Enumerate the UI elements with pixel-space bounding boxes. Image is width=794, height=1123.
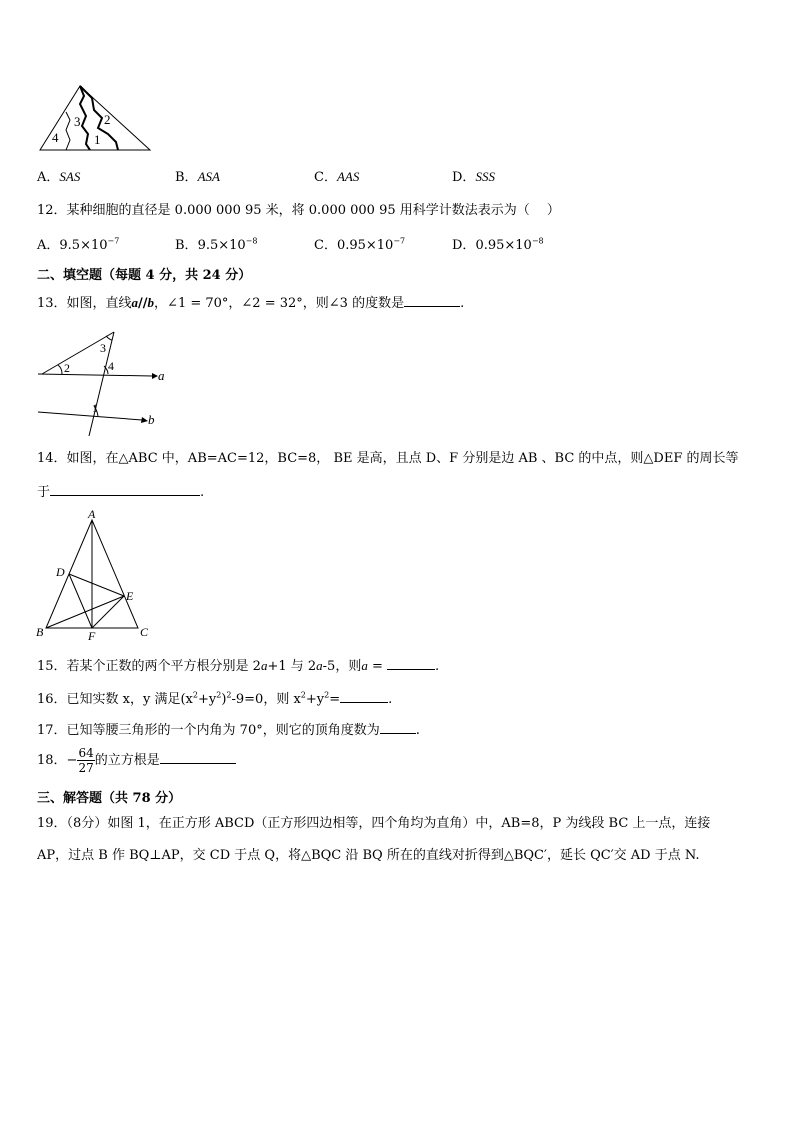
- q11-label-2: 2: [104, 112, 111, 127]
- q12-option-d: [452, 234, 544, 253]
- option-label: B．: [175, 238, 198, 253]
- q12-question: 12．某种细胞的直径是 0.000 000 95 米，将 0.000 000 95 用科学计数法表示为（ ）: [37, 203, 560, 218]
- q16-mid4: +y: [305, 692, 325, 707]
- q18-question: [37, 746, 236, 775]
- q12-option-b: [175, 234, 257, 253]
- q16-mid3: -9=0，则 x: [231, 692, 301, 707]
- q13-label-1: 1: [92, 401, 98, 415]
- q16-mid1: +y: [197, 692, 217, 707]
- q15-var-a: a: [316, 658, 323, 673]
- option-label: A．: [37, 170, 60, 185]
- q16-answer-blank[interactable]: [340, 702, 388, 703]
- q11-option-a: [37, 166, 80, 185]
- q12-option-a: [37, 234, 119, 253]
- q13-line-b: b: [147, 295, 155, 310]
- option-text: SAS: [59, 169, 81, 184]
- option-mantissa: 0.95×10: [475, 238, 532, 253]
- q16-end: .: [388, 692, 393, 707]
- q15-mid1: +1 与 2: [267, 659, 317, 674]
- option-exponent: −8: [531, 236, 544, 246]
- q18-numerator: 64: [78, 746, 94, 760]
- q11-option-c: [314, 166, 359, 185]
- q13-line-a: a: [131, 295, 139, 310]
- q15-prefix: 15．若某个正数的两个平方根分别是 2: [37, 659, 261, 674]
- q13-arrow-b: [141, 417, 148, 423]
- q13-line-b: [38, 412, 142, 420]
- q16-sup: 2: [226, 690, 232, 700]
- q14-answer-blank[interactable]: [50, 495, 200, 496]
- option-mantissa: 0.95×10: [336, 238, 394, 253]
- q14-question-line2: [37, 481, 204, 500]
- q13-line-a: [38, 374, 152, 376]
- q14-question-line1: 14．如图，在△ABC 中，AB=AC=12，BC=8， BE 是高，且点 D、F 分别是边 AB 、BC 的中点，则△DEF 的周长等: [37, 451, 739, 466]
- q16-mid5: =: [329, 692, 341, 707]
- option-text: SSS: [475, 169, 495, 184]
- q11-label-3: 3: [74, 114, 81, 129]
- q16-mid2: ): [221, 692, 227, 707]
- q15-equals: =: [367, 659, 387, 674]
- q18-suffix: 的立方根是: [94, 753, 160, 768]
- q13-angles: ，∠1 = 70°，∠2 = 32°，则∠3 的度数是: [154, 296, 405, 311]
- q15-answer-blank[interactable]: [387, 669, 435, 670]
- q13-parallel: //: [138, 296, 148, 311]
- q13-prefix: 13．如图，直线: [37, 296, 132, 311]
- q13-parallel-lines-figure: [34, 326, 174, 438]
- option-text: ASA: [197, 169, 220, 184]
- q14-label-a: A: [88, 508, 96, 521]
- option-label: A．: [37, 238, 60, 253]
- q18-denominator: 27: [78, 761, 94, 775]
- q18-fraction: [77, 746, 94, 775]
- q13-arc-2: [58, 365, 62, 374]
- q14-label-c: C: [140, 625, 149, 639]
- option-exponent: −7: [107, 236, 120, 246]
- q14-triangle-figure: [34, 508, 158, 642]
- option-exponent: −7: [393, 236, 406, 246]
- q16-sup: 2: [216, 690, 222, 700]
- q13-label-a: a: [158, 368, 165, 383]
- option-mantissa: 9.5×10: [59, 238, 108, 253]
- q13-label-2: 2: [64, 361, 70, 375]
- q14-segment-ef: [92, 596, 124, 628]
- q16-sup: 2: [300, 690, 306, 700]
- option-label: B．: [175, 170, 198, 185]
- option-label: D．: [452, 238, 476, 253]
- q16-prefix: 16．已知实数 x，y 满足(x: [37, 692, 193, 707]
- q13-answer-blank[interactable]: [404, 306, 460, 307]
- q14-prefix: 于: [37, 485, 51, 500]
- q19-question-line2: AP，过点 B 作 BQ⊥AP，交 CD 于点 Q，将△BQC 沿 BQ 所在的直线对折得到△BQC′，延长 QC′交 AD 于点 N.: [37, 848, 700, 863]
- q19-question-line1: 19．（8分）如图 1，在正方形 ABCD（正方形四边相等，四个角均为直角）中，AB=8，P 为线段 BC 上一点，连接: [37, 816, 711, 831]
- option-label: D．: [452, 170, 476, 185]
- section-3-heading: 三、解答题（共 78 分）: [37, 791, 182, 806]
- q13-end: .: [460, 296, 465, 311]
- q17-text: 17．已知等腰三角形的一个内角为 70°，则它的顶角度数为: [37, 723, 380, 738]
- q16-sup: 2: [324, 690, 330, 700]
- q16-sup: 2: [192, 690, 198, 700]
- q14-label-b: B: [36, 625, 44, 639]
- q11-option-b: [175, 166, 220, 185]
- option-text: AAS: [336, 169, 360, 184]
- option-label: C．: [314, 238, 337, 253]
- q18-answer-blank[interactable]: [160, 763, 236, 764]
- q11-label-1: 1: [94, 132, 101, 147]
- q14-label-d: D: [56, 565, 65, 579]
- option-exponent: −8: [245, 236, 258, 246]
- q17-question: [37, 719, 420, 738]
- q15-mid2: -5，则: [322, 659, 362, 674]
- q15-end: .: [435, 659, 440, 674]
- option-label: C．: [314, 170, 337, 185]
- q14-end: .: [200, 485, 205, 500]
- q13-label-4: 4: [108, 359, 114, 373]
- q11-label-4: 4: [52, 130, 59, 145]
- q11-triangle-figure: [36, 82, 156, 154]
- option-mantissa: 9.5×10: [197, 238, 246, 253]
- q17-answer-blank[interactable]: [380, 733, 416, 734]
- q14-label-e: E: [126, 589, 134, 603]
- section-2-heading: 二、填空题（每题 4 分，共 24 分）: [37, 268, 252, 283]
- q14-label-f: F: [88, 629, 96, 642]
- q11-cut-line-3: [66, 112, 70, 150]
- q11-option-d: [452, 166, 495, 185]
- q15-var-a: a: [361, 658, 368, 673]
- q16-question: [37, 688, 392, 707]
- q12-option-c: [314, 234, 405, 253]
- q15-var-a: a: [260, 658, 268, 673]
- q13-question: [37, 292, 464, 311]
- q17-end: .: [415, 723, 420, 738]
- q13-label-3: 3: [100, 341, 106, 355]
- q13-arc-3: [106, 336, 112, 340]
- q13-label-b: b: [148, 412, 155, 427]
- q15-question: [37, 655, 439, 674]
- q18-prefix: 18．−: [37, 753, 78, 768]
